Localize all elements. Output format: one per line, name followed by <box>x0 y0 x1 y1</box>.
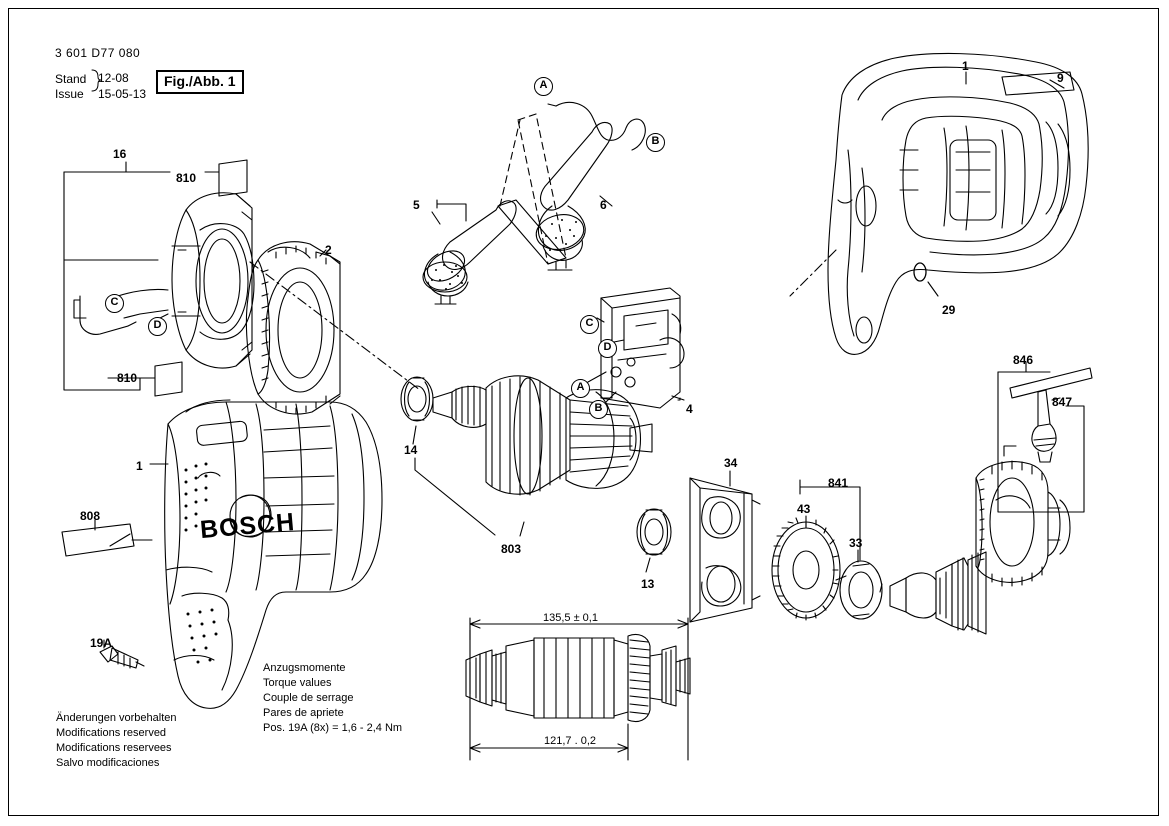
callout-4: 4 <box>686 402 693 416</box>
marker-C-mid: C <box>580 315 599 334</box>
callout-810: 810 <box>176 171 197 185</box>
issue-label: Issue <box>55 87 84 101</box>
marker-C-left: C <box>105 294 124 313</box>
callout-803: 803 <box>501 542 522 556</box>
figure-label: Fig./Abb. 1 <box>156 70 244 94</box>
callout-14: 14 <box>404 443 418 457</box>
callout-13: 13 <box>641 577 655 591</box>
callout-29: 29 <box>942 303 956 317</box>
callout-9: 9 <box>1057 71 1064 85</box>
callout-6: 6 <box>600 198 607 212</box>
torque-note-line2: Torque values <box>263 677 332 689</box>
callout-1: 1 <box>962 59 969 73</box>
stand-date: 12-08 <box>98 71 129 85</box>
torque-note-line5: Pos. 19A (8x) = 1,6 - 2,4 Nm <box>263 722 403 734</box>
marker-B-top: B <box>646 133 665 152</box>
dimension-top: 135,5 ± 0,1 <box>543 612 598 624</box>
callout-5: 5 <box>413 198 420 212</box>
marker-A-top: A <box>534 77 553 96</box>
callout-2: 2 <box>325 243 332 257</box>
marker-B-mid: B <box>589 400 608 419</box>
torque-note-line3: Couple de serrage <box>263 692 354 704</box>
callout-810: 810 <box>117 371 138 385</box>
callout-16: 16 <box>113 147 127 161</box>
brand-name: BOSCH <box>198 507 297 545</box>
part-number: 3 601 D77 080 <box>55 46 141 60</box>
torque-note-line4: Pares de apriete <box>263 707 344 719</box>
torque-note-line1: Anzugsmomente <box>263 662 346 674</box>
marker-D-mid: D <box>598 339 617 358</box>
callout-808: 808 <box>80 509 101 523</box>
callout-841: 841 <box>828 476 849 490</box>
footer-note-line1: Änderungen vorbehalten <box>56 712 177 724</box>
callout-34: 34 <box>724 456 738 470</box>
callout-847: 847 <box>1052 395 1073 409</box>
callout-33: 33 <box>849 536 863 550</box>
callout-1: 1 <box>136 459 143 473</box>
marker-A-mid: A <box>571 379 590 398</box>
issue-date: 15-05-13 <box>98 87 147 101</box>
callout-846: 846 <box>1013 353 1034 367</box>
footer-note-line2: Modifications reserved <box>56 727 167 739</box>
callout-19A: 19A <box>90 636 113 650</box>
callout-43: 43 <box>797 502 811 516</box>
page-border <box>8 8 1159 816</box>
footer-note-line3: Modifications reservees <box>56 742 172 754</box>
footer-note-line4: Salvo modificaciones <box>56 757 160 769</box>
dimension-bottom: 121,7 . 0,2 <box>544 735 596 747</box>
marker-D-left: D <box>148 317 167 336</box>
stand-label: Stand <box>55 72 87 86</box>
